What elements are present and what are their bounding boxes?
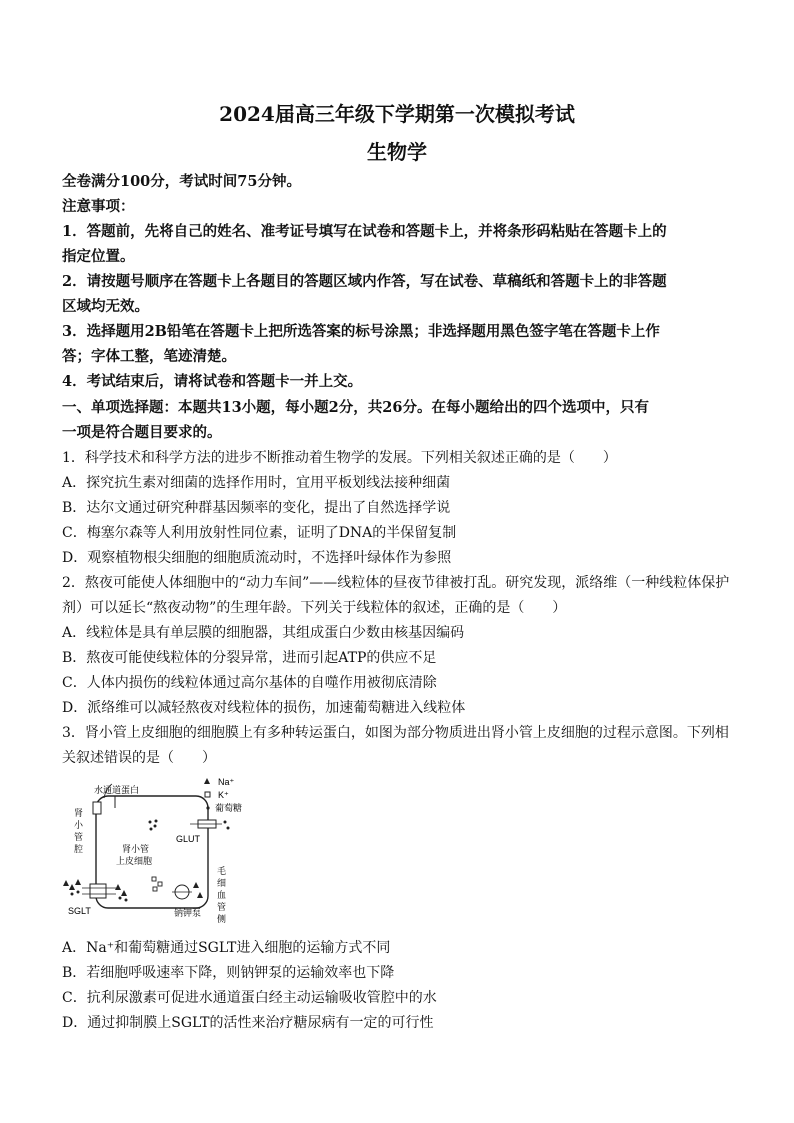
sglt-label: SGLT xyxy=(68,906,91,916)
pump-label: 钠钾泵 xyxy=(174,908,202,918)
q1-option-a: A．探究抗生素对细菌的选择作用时，宜用平板划线法接种细菌 xyxy=(62,475,451,491)
capillary-label-3: 血 xyxy=(217,890,227,900)
legend-na: Na⁺ xyxy=(218,777,235,787)
q2-option-c: C．人体内损伤的线粒体通过高尔基体的自噬作用被彻底清除 xyxy=(62,675,437,691)
notice-line: 1．答题前，先将自己的姓名、准考证号填写在试卷和答题卡上，并将条形码粘贴在答题卡上的 xyxy=(62,223,667,240)
cell-label-2: 上皮细胞 xyxy=(116,856,153,866)
q2-option-a: A．线粒体是具有单层膜的细胞器，其组成蛋白少数由核基因编码 xyxy=(62,625,465,641)
capillary-label-1: 毛 xyxy=(217,866,227,876)
water-channel-label: 水通道蛋白 xyxy=(94,785,140,795)
q1-option-c: C．梅塞尔森等人利用放射性同位素，证明了DNA的半保留复制 xyxy=(62,525,457,541)
glut-label: GLUT xyxy=(176,834,201,844)
capillary-label-5: 侧 xyxy=(217,914,227,924)
na-legend-icon xyxy=(204,778,210,784)
q3-option-d: D．通过抑制膜上SGLT的活性来治疗糖尿病有一定的可行性 xyxy=(62,1015,434,1031)
q1-option-b: B．达尔文通过研究种群基因频率的变化，提出了自然选择学说 xyxy=(62,500,451,516)
q2-option-d: D．派络维可以减轻熬夜对线粒体的损伤，加速葡萄糖进入线粒体 xyxy=(62,700,466,716)
notice-line: 指定位置。 xyxy=(62,248,135,265)
lumen-label-1: 肾 xyxy=(74,808,84,818)
score-time: 全卷满分100分，考试时间75分钟。 xyxy=(62,173,301,190)
section-heading: 一、单项选择题：本题共13小题，每小题2分，共26分。在每小题给出的四个选项中，只有 xyxy=(62,399,649,416)
q1-stem: 1．科学技术和科学方法的进步不断推动着生物学的发展。下列相关叙述正确的是（ ） xyxy=(62,450,617,466)
legend-glucose: 葡萄糖 xyxy=(215,803,243,813)
notice-line: 3．选择题用2B铅笔在答题卡上把所选答案的标号涂黑；非选择题用黑色签字笔在答题卡上作 xyxy=(62,323,660,340)
cell-label-1: 肾小管 xyxy=(122,844,150,854)
transport-diagram xyxy=(60,776,260,926)
section-heading: 一项是符合题目要求的。 xyxy=(62,424,222,441)
notice-line: 2．请按题号顺序在答题卡上各题目的答题区域内作答，写在试卷、草稿纸和答题卡上的非答题 xyxy=(62,273,667,290)
q3-option-b: B．若细胞呼吸速率下降，则钠钾泵的运输效率也下降 xyxy=(62,965,395,981)
water-channel-protein xyxy=(93,802,101,814)
q3-stem: 3．肾小管上皮细胞的细胞膜上有多种转运蛋白，如图为部分物质进出肾小管上皮细胞的过程示意图。下列相 xyxy=(62,725,729,741)
sglt-protein xyxy=(90,884,106,898)
q1-option-d: D．观察植物根尖细胞的细胞质流动时，不选择叶绿体作为参照 xyxy=(62,550,452,566)
glucose-legend-icon xyxy=(206,806,209,809)
q3-option-c: C．抗利尿激素可促进水通道蛋白经主动运输吸收管腔中的水 xyxy=(62,990,437,1006)
q3-option-a: A．Na⁺和葡萄糖通过SGLT进入细胞的运输方式不同 xyxy=(62,940,391,956)
lumen-label-4: 腔 xyxy=(74,844,84,854)
notice-line: 区域均无效。 xyxy=(62,298,149,315)
notice-title: 注意事项： xyxy=(62,198,135,215)
notice-line: 答；字体工整，笔迹清楚。 xyxy=(62,348,236,365)
legend-k: K⁺ xyxy=(218,790,229,800)
lumen-label-3: 管 xyxy=(74,832,84,842)
cell-outline xyxy=(96,796,208,908)
q2-stem: 剂）可以延长“熬夜动物”的生理年龄。下列关于线粒体的叙述，正确的是（ ） xyxy=(62,600,567,616)
lumen-label-2: 小 xyxy=(74,820,84,830)
capillary-label-4: 管 xyxy=(217,902,227,912)
q2-stem: 2．熬夜可能使人体细胞中的“动力车间”——线粒体的昼夜节律被打乱。研究发现，派络维（一种线粒体保护 xyxy=(62,575,730,591)
subject-title: 生物学 xyxy=(367,140,427,164)
exam-title: 2024届高三年级下学期第一次模拟考试 xyxy=(219,102,575,126)
q3-stem: 关叙述错误的是（ ） xyxy=(62,750,216,766)
capillary-label-2: 细 xyxy=(217,878,227,888)
k-legend-icon xyxy=(205,792,210,797)
notice-line: 4．考试结束后，请将试卷和答题卡一并上交。 xyxy=(62,373,363,390)
q2-option-b: B．熬夜可能使线粒体的分裂异常，进而引起ATP的供应不足 xyxy=(62,650,437,666)
